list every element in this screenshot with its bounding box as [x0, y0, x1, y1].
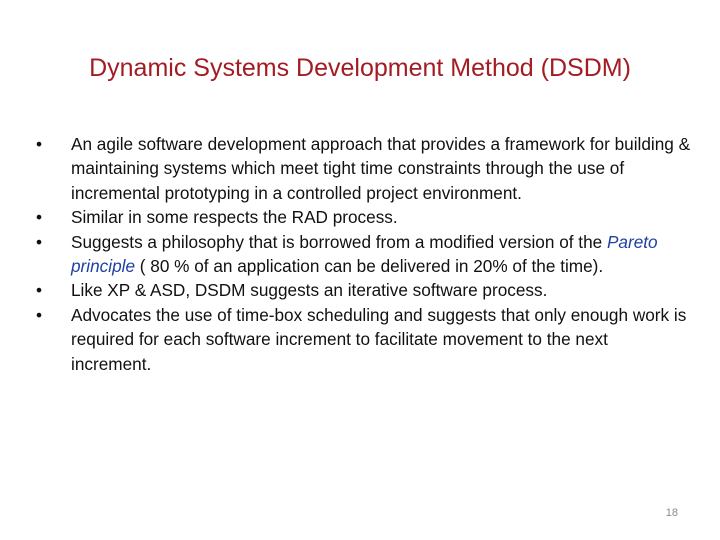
bullet-marker: • [36, 304, 43, 325]
bullet-item-agile-approach [36, 132, 692, 205]
bullet-item-pareto-philosophy [36, 230, 692, 279]
slide-title: Dynamic Systems Development Method (DSDM) [89, 54, 631, 82]
bullet-marker: • [36, 207, 43, 228]
bullet-item-time-box [36, 303, 692, 376]
bullet-marker: • [36, 231, 43, 252]
bullet-list [36, 132, 692, 376]
bullet-text-before: Suggests a philosophy that is borrowed from a modified version of the [71, 231, 607, 252]
bullet-text-after: ( 80 % of an application can be delivered in 20% of the time). [135, 256, 604, 277]
bullet-marker: • [36, 280, 43, 301]
bullet-text: An agile software development approach that provides a framework for building & maintaining systems which meet tight time constraints through the use of incremental prototyping in a controlled project environment. [71, 134, 691, 203]
bullet-item-rad-similarity [36, 205, 692, 229]
pareto-principle-highlight: Pareto principle [71, 231, 658, 277]
bullet-marker: • [36, 134, 43, 154]
bullet-text: Similar in some respects the RAD process. [71, 207, 398, 228]
page-number: 18 [665, 507, 678, 519]
bullet-text: Advocates the use of time-box scheduling and suggests that only enough work is required for each software increment to facilitate movement to the next increment. [71, 304, 687, 374]
bullet-text: Like XP & ASD, DSDM suggests an iterative software process. [71, 280, 548, 301]
bullet-item-iterative-process [36, 278, 692, 302]
